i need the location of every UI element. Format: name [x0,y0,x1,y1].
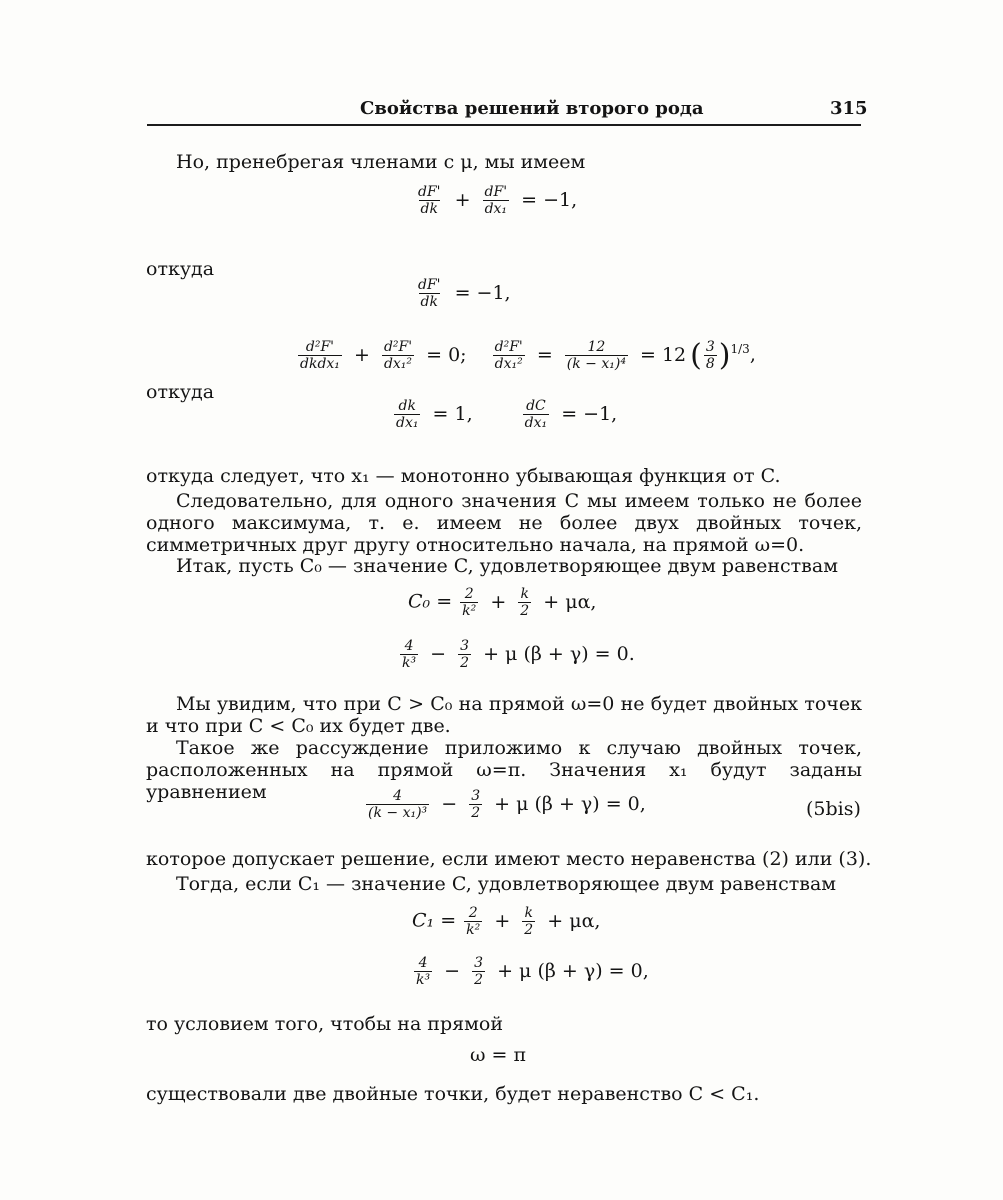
page-number: 315 [830,98,868,119]
text-final: существовали две двойные точки, будет неравенство C < C₁. [146,1083,760,1105]
paragraph-3: Мы увидим, что при C > C₀ на прямой ω=0 не будет двойных точек и что при C < C₀ их будет две. [146,693,862,737]
equation-7: $\frac{4}{\text{(k − x₁)³}}$ − $\frac{3}{2}$ + μ (β + γ) = 0, [368,788,646,821]
equation-10: ω = π [470,1044,526,1066]
equation-5: C₀ = $\frac{2}{\text{k²}}$ + $\frac{k}{2}$ + μα, [408,586,597,619]
text-otkuda-2: откуда [146,381,215,403]
equation-8: C₁ = $\frac{2}{\text{k²}}$ + $\frac{k}{2}$ + μα, [412,905,601,938]
text-condition: то условием того, чтобы на прямой [146,1013,504,1035]
paragraph-5: которое допускает решение, если имеют место неравенства (2) или (3). [146,848,872,870]
text-follows: откуда следует, что x₁ — монотонно убывающая функция от C. [146,465,781,487]
equation-label-5bis: (5bis) [806,798,861,820]
header-rule [147,124,861,126]
equation-6: $\frac{4}{\text{k³}}$ − $\frac{3}{2}$ + μ (β + γ) = 0. [402,638,635,671]
paragraph-2: Итак, пусть C₀ — значение C, удовлетворяющее двум равенствам [176,555,838,577]
equation-4: $\frac{dk}{\text{dx₁}}$ = 1, $\frac{dC}{\text{dx₁}}$ = −1, [396,398,618,431]
text-otkuda-1: откуда [146,258,215,280]
running-title: Свойства решений второго рода [360,98,704,119]
paragraph-4: Такое же рассуждение приложимо к случаю двойных точек, расположенных на прямой ω=π. Значения x₁ будут заданы уравнением [146,737,862,803]
equation-1: $\frac{dF'}{dk}$ + $\frac{dF'}{\text{dx₁}}$ = −1, [418,184,578,217]
text-line-1: Но, пренебрегая членами с μ, мы имеем [176,151,586,173]
equation-3: $\frac{\text{d²F'}}{\text{dkdx₁}}$ + $\frac{\text{d²F'}}{\text{dx₁²}}$ = 0; $\frac{\text{d²F'}}{\text{dx₁²}}$ = $\frac{12}{\text{(k − x₁)⁴}}$ = 12 ( $\frac{3}{8}$ )$^{1/3}$, [300,338,756,373]
equation-2: $\frac{dF'}{dk}$ = −1, [418,277,511,310]
paragraph-6: Тогда, если C₁ — значение C, удовлетворяющее двум равенствам [176,873,837,895]
paragraph-1: Следовательно, для одного значения C мы имеем только не более одного максимума, т. е. имеем не более двух двойных точек, симметричных друг другу относительно начала, на прямой ω=0. [146,490,862,556]
equation-9: $\frac{4}{\text{k³}}$ − $\frac{3}{2}$ + μ (β + γ) = 0, [416,955,649,988]
